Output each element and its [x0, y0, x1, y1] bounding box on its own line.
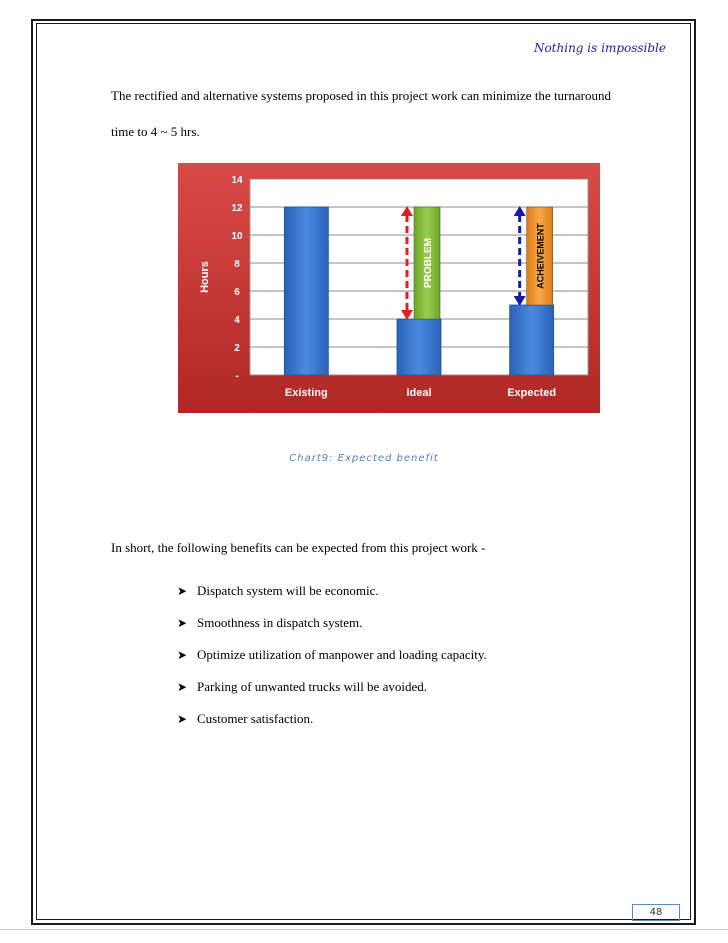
list-item — [177, 647, 487, 679]
list-item-text: Parking of unwanted trucks will be avoided. — [197, 679, 427, 694]
y-tick-label: 12 — [231, 203, 243, 214]
list-item — [177, 711, 487, 743]
x-tick-label: Expected — [507, 387, 557, 399]
y-tick-label: - — [235, 371, 239, 382]
overlay-label: PROBLEM — [423, 238, 434, 288]
list-item-text: Optimize utilization of manpower and loading capacity. — [197, 647, 487, 662]
list-item — [177, 583, 487, 615]
arrow-bullet-icon: ➤ — [177, 680, 188, 694]
page-number: 48 — [632, 904, 680, 921]
intro-line-2: time to 4 ~ 5 hrs. — [111, 124, 200, 139]
bar-expected — [510, 305, 554, 375]
benefit-list — [177, 583, 487, 743]
arrow-bullet-icon: ➤ — [177, 616, 188, 630]
list-item — [177, 615, 487, 647]
y-tick-label: 14 — [231, 175, 243, 186]
bottom-rule — [0, 929, 728, 930]
intro-line-1: The rectified and alternative systems proposed in this project work can minimize the turnaround — [111, 88, 611, 103]
arrow-bullet-icon: ➤ — [177, 584, 188, 598]
x-tick-label: Existing — [284, 387, 328, 399]
page-border-inner — [36, 23, 691, 920]
arrow-bullet-icon: ➤ — [177, 648, 188, 662]
benefit-chart — [178, 163, 600, 413]
y-axis-label: Hours — [199, 261, 211, 293]
list-item-text: Dispatch system will be economic. — [197, 583, 379, 598]
y-tick-label: 8 — [234, 259, 240, 270]
overlay-label: ACHEIVEMENT — [535, 223, 546, 289]
y-tick-label: 4 — [234, 315, 240, 326]
bar-ideal — [397, 319, 441, 375]
y-tick-label: 2 — [234, 343, 240, 354]
list-item-text: Smoothness in dispatch system. — [197, 615, 363, 630]
y-tick-label: 10 — [231, 231, 243, 242]
header-motto: Nothing is impossible — [533, 41, 666, 55]
bar-existing — [284, 207, 328, 375]
x-tick-label: Ideal — [406, 387, 432, 399]
chart-caption: Chart9: Expected benefit — [289, 453, 439, 464]
list-item — [177, 679, 487, 711]
arrow-bullet-icon: ➤ — [177, 712, 188, 726]
benefit-chart-svg — [178, 163, 600, 413]
summary-text: In short, the following benefits can be expected from this project work - — [111, 540, 486, 555]
list-item-text: Customer satisfaction. — [197, 711, 314, 726]
y-tick-label: 6 — [234, 287, 240, 298]
